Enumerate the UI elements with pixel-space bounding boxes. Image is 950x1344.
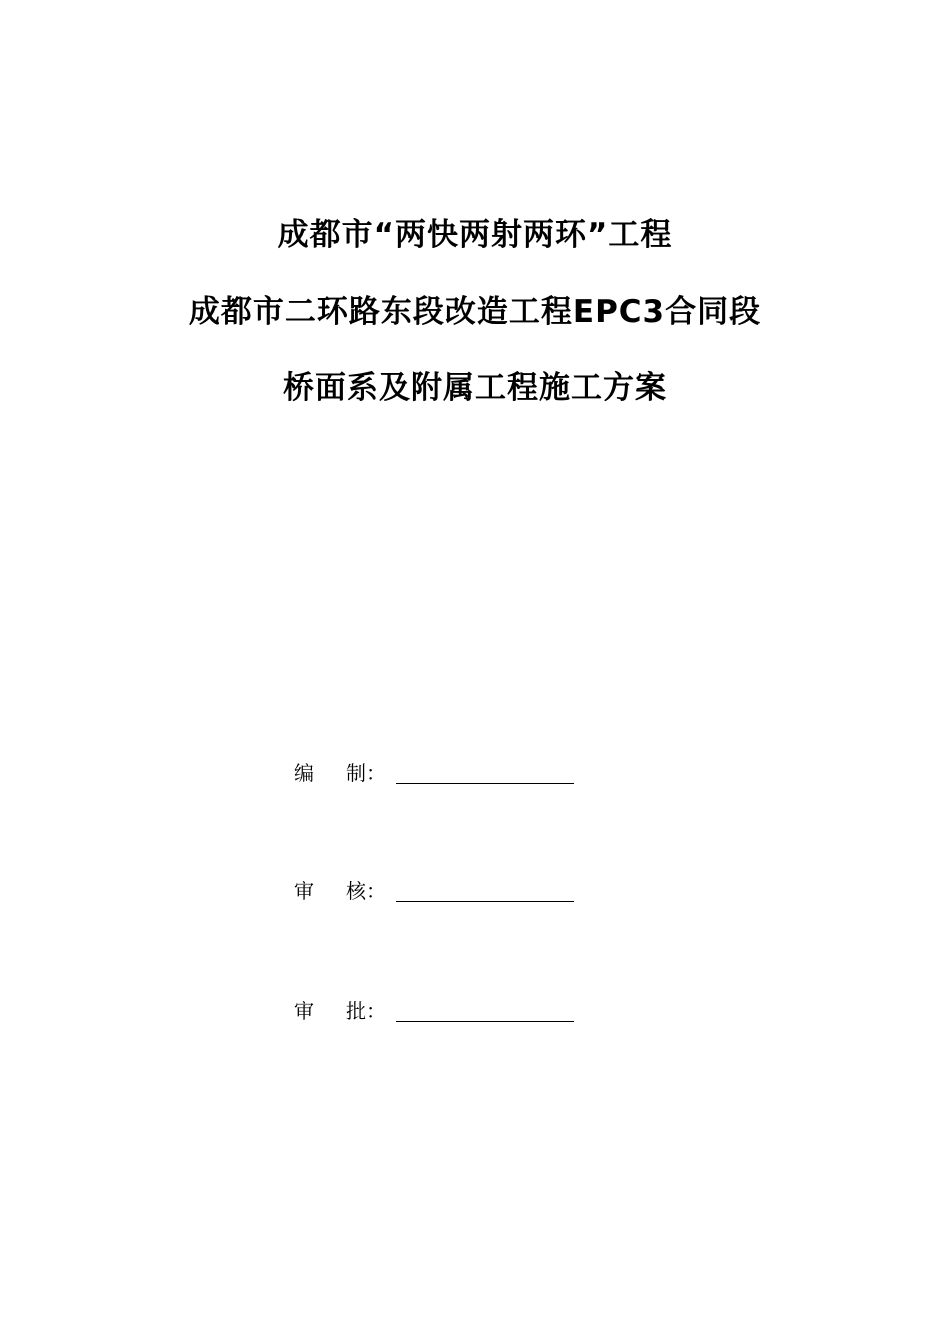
title-line-contract: 成都市二环路东段改造工程EPC3合同段 (188, 294, 762, 330)
signature-row-compile (294, 756, 574, 786)
title-line-project: 成都市“两快两射两环”工程 (277, 217, 673, 253)
approve-signature-line (396, 999, 574, 1022)
compile-signature-line (396, 761, 574, 784)
approve-label: 审 批： (294, 999, 386, 1023)
review-signature-line (396, 879, 574, 902)
signature-row-review (294, 874, 574, 904)
signature-row-approve (294, 994, 574, 1024)
compile-label: 编 制： (294, 761, 386, 785)
review-label: 审 核： (294, 879, 386, 903)
title-line-plan: 桥面系及附属工程施工方案 (283, 370, 667, 406)
